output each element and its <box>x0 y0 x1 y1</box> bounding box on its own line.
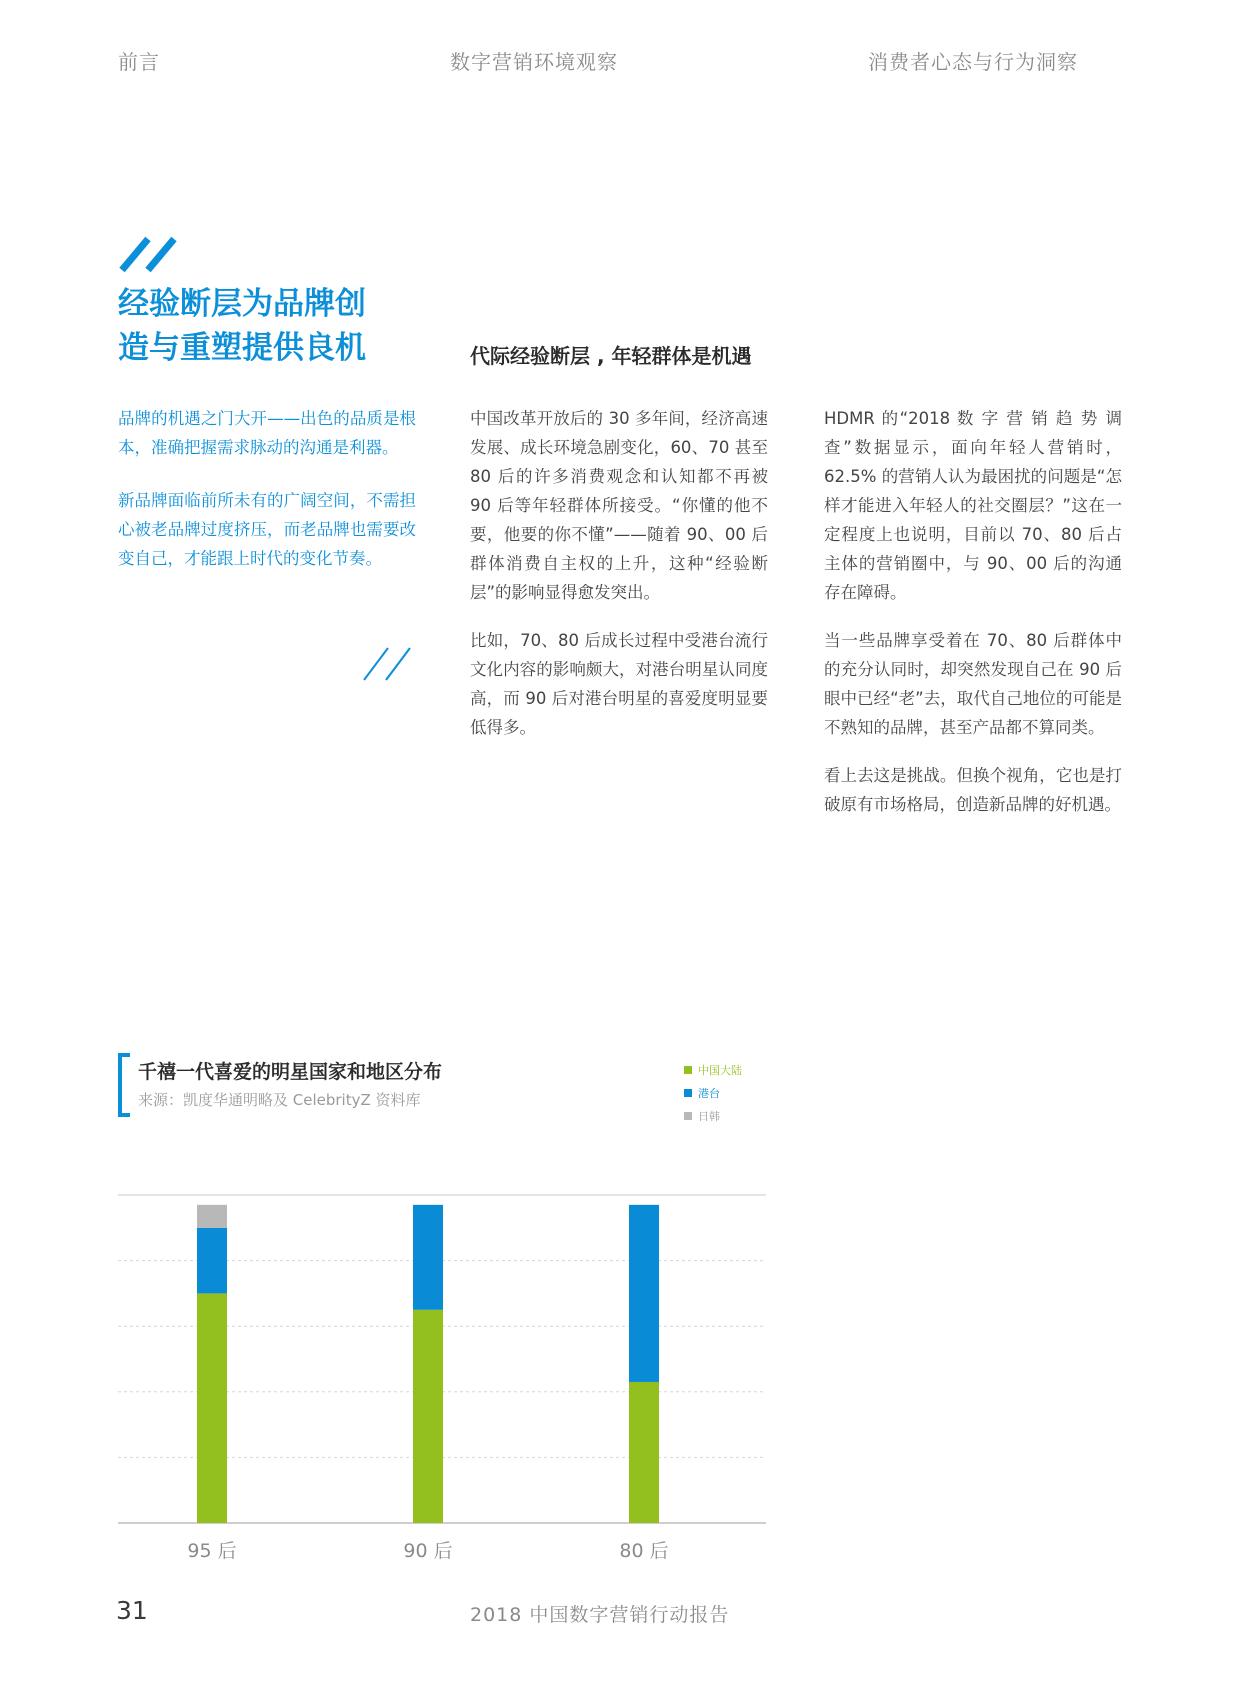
body-paragraph: 看上去这是挑战。但换个视角，它也是打破原有市场格局，创造新品牌的好机遇。 <box>824 766 1122 814</box>
report-title: 2018 中国数字营销行动报告 <box>470 1604 730 1626</box>
bar-segment-0-0 <box>197 1293 227 1523</box>
nav-item-digital-marketing[interactable]: 数字营销环境观察 <box>450 50 618 74</box>
intro-column <box>118 404 416 597</box>
bar-segment-2-0 <box>197 1205 227 1228</box>
double-slash-icon <box>118 236 180 272</box>
double-slash-thin-icon <box>362 646 414 682</box>
legend-swatch-jpkr <box>684 1112 692 1120</box>
column-subheading: 代际经验断层 , 年轻群体是机遇 <box>470 344 752 368</box>
body-paragraph: 中国改革开放后的 30 多年间，经济高速发展、成长环境急剧变化，60、70 甚至 80 后的许多消费观念和认知都不再被 90 后等年轻群体所接受。“你懂的他不要，他要的你不懂”——随着 90、00 后群体消费自主权的上升，这种“经验断层”的影响显得愈发突出。 <box>470 409 768 602</box>
nav-item-consumer-insight[interactable]: 消费者心态与行为洞察 <box>868 50 1078 74</box>
chart-title: 千禧一代喜爱的明星国家和地区分布 <box>138 1061 443 1083</box>
body-paragraph: 比如，70、80 后成长过程中受港台流行文化内容的影响颇大，对港台明星认同度高，而 90 后对港台明星的喜爱度明显要低得多。 <box>470 631 768 737</box>
headline-line-2: 造与重塑提供良机 <box>118 330 366 366</box>
legend-label-mainland: 中国大陆 <box>698 1063 742 1077</box>
body-paragraph: HDMR 的“2018 数 字 营 销 趋 势 调 查”数据显示，面向年轻人营销时，62.5% 的营销人认为最困扰的问题是“怎样才能进入年轻人的社交圈层？”这在一定程度上也说明，目前以 70、80 后占主体的营销圈中，与 90、00 后的沟通存在障碍。 <box>824 409 1122 602</box>
body-column-right <box>824 404 1122 838</box>
chart-source: 来源：凯度华通明略及 CelebrityZ 资料库 <box>138 1091 421 1109</box>
bar-segment-0-2 <box>629 1382 659 1523</box>
bar-segment-1-2 <box>629 1205 659 1382</box>
intro-paragraph: 品牌的机遇之门大开——出色的品质是根本，准确把握需求脉动的沟通是利器。 <box>118 409 416 457</box>
bar-segment-1-1 <box>413 1205 443 1310</box>
legend-item-hktw <box>684 1081 742 1104</box>
body-column-middle <box>470 404 768 761</box>
bracket-icon <box>116 1053 132 1117</box>
x-tick-label: 80 后 <box>619 1540 669 1562</box>
intro-paragraph: 新品牌面临前所未有的广阔空间，不需担心被老品牌过度挤压，而老品牌也需要改变自己，才能跟上时代的变化节奏。 <box>118 491 416 568</box>
legend-swatch-mainland <box>684 1066 692 1074</box>
x-tick-label: 90 后 <box>403 1540 453 1562</box>
legend-label-jpkr: 日韩 <box>698 1109 720 1123</box>
legend-item-jpkr <box>684 1104 742 1127</box>
body-paragraph: 当一些品牌享受着在 70、80 后群体中的充分认同时，却突然发现自己在 90 后眼中已经“老”去，取代自己地位的可能是不熟知的品牌，甚至产品都不算同类。 <box>824 631 1122 737</box>
x-tick-label: 95 后 <box>187 1540 237 1562</box>
section-headline <box>118 282 418 370</box>
chart-legend <box>684 1058 742 1127</box>
bar-segment-1-0 <box>197 1228 227 1294</box>
legend-label-hktw: 港台 <box>698 1086 720 1100</box>
headline-line-1: 经验断层为品牌创 <box>118 286 366 322</box>
page-number: 31 <box>116 1596 148 1625</box>
nav-item-preface[interactable]: 前言 <box>118 50 160 74</box>
legend-item-mainland <box>684 1058 742 1081</box>
bar-segment-0-1 <box>413 1310 443 1523</box>
legend-swatch-hktw <box>684 1089 692 1097</box>
